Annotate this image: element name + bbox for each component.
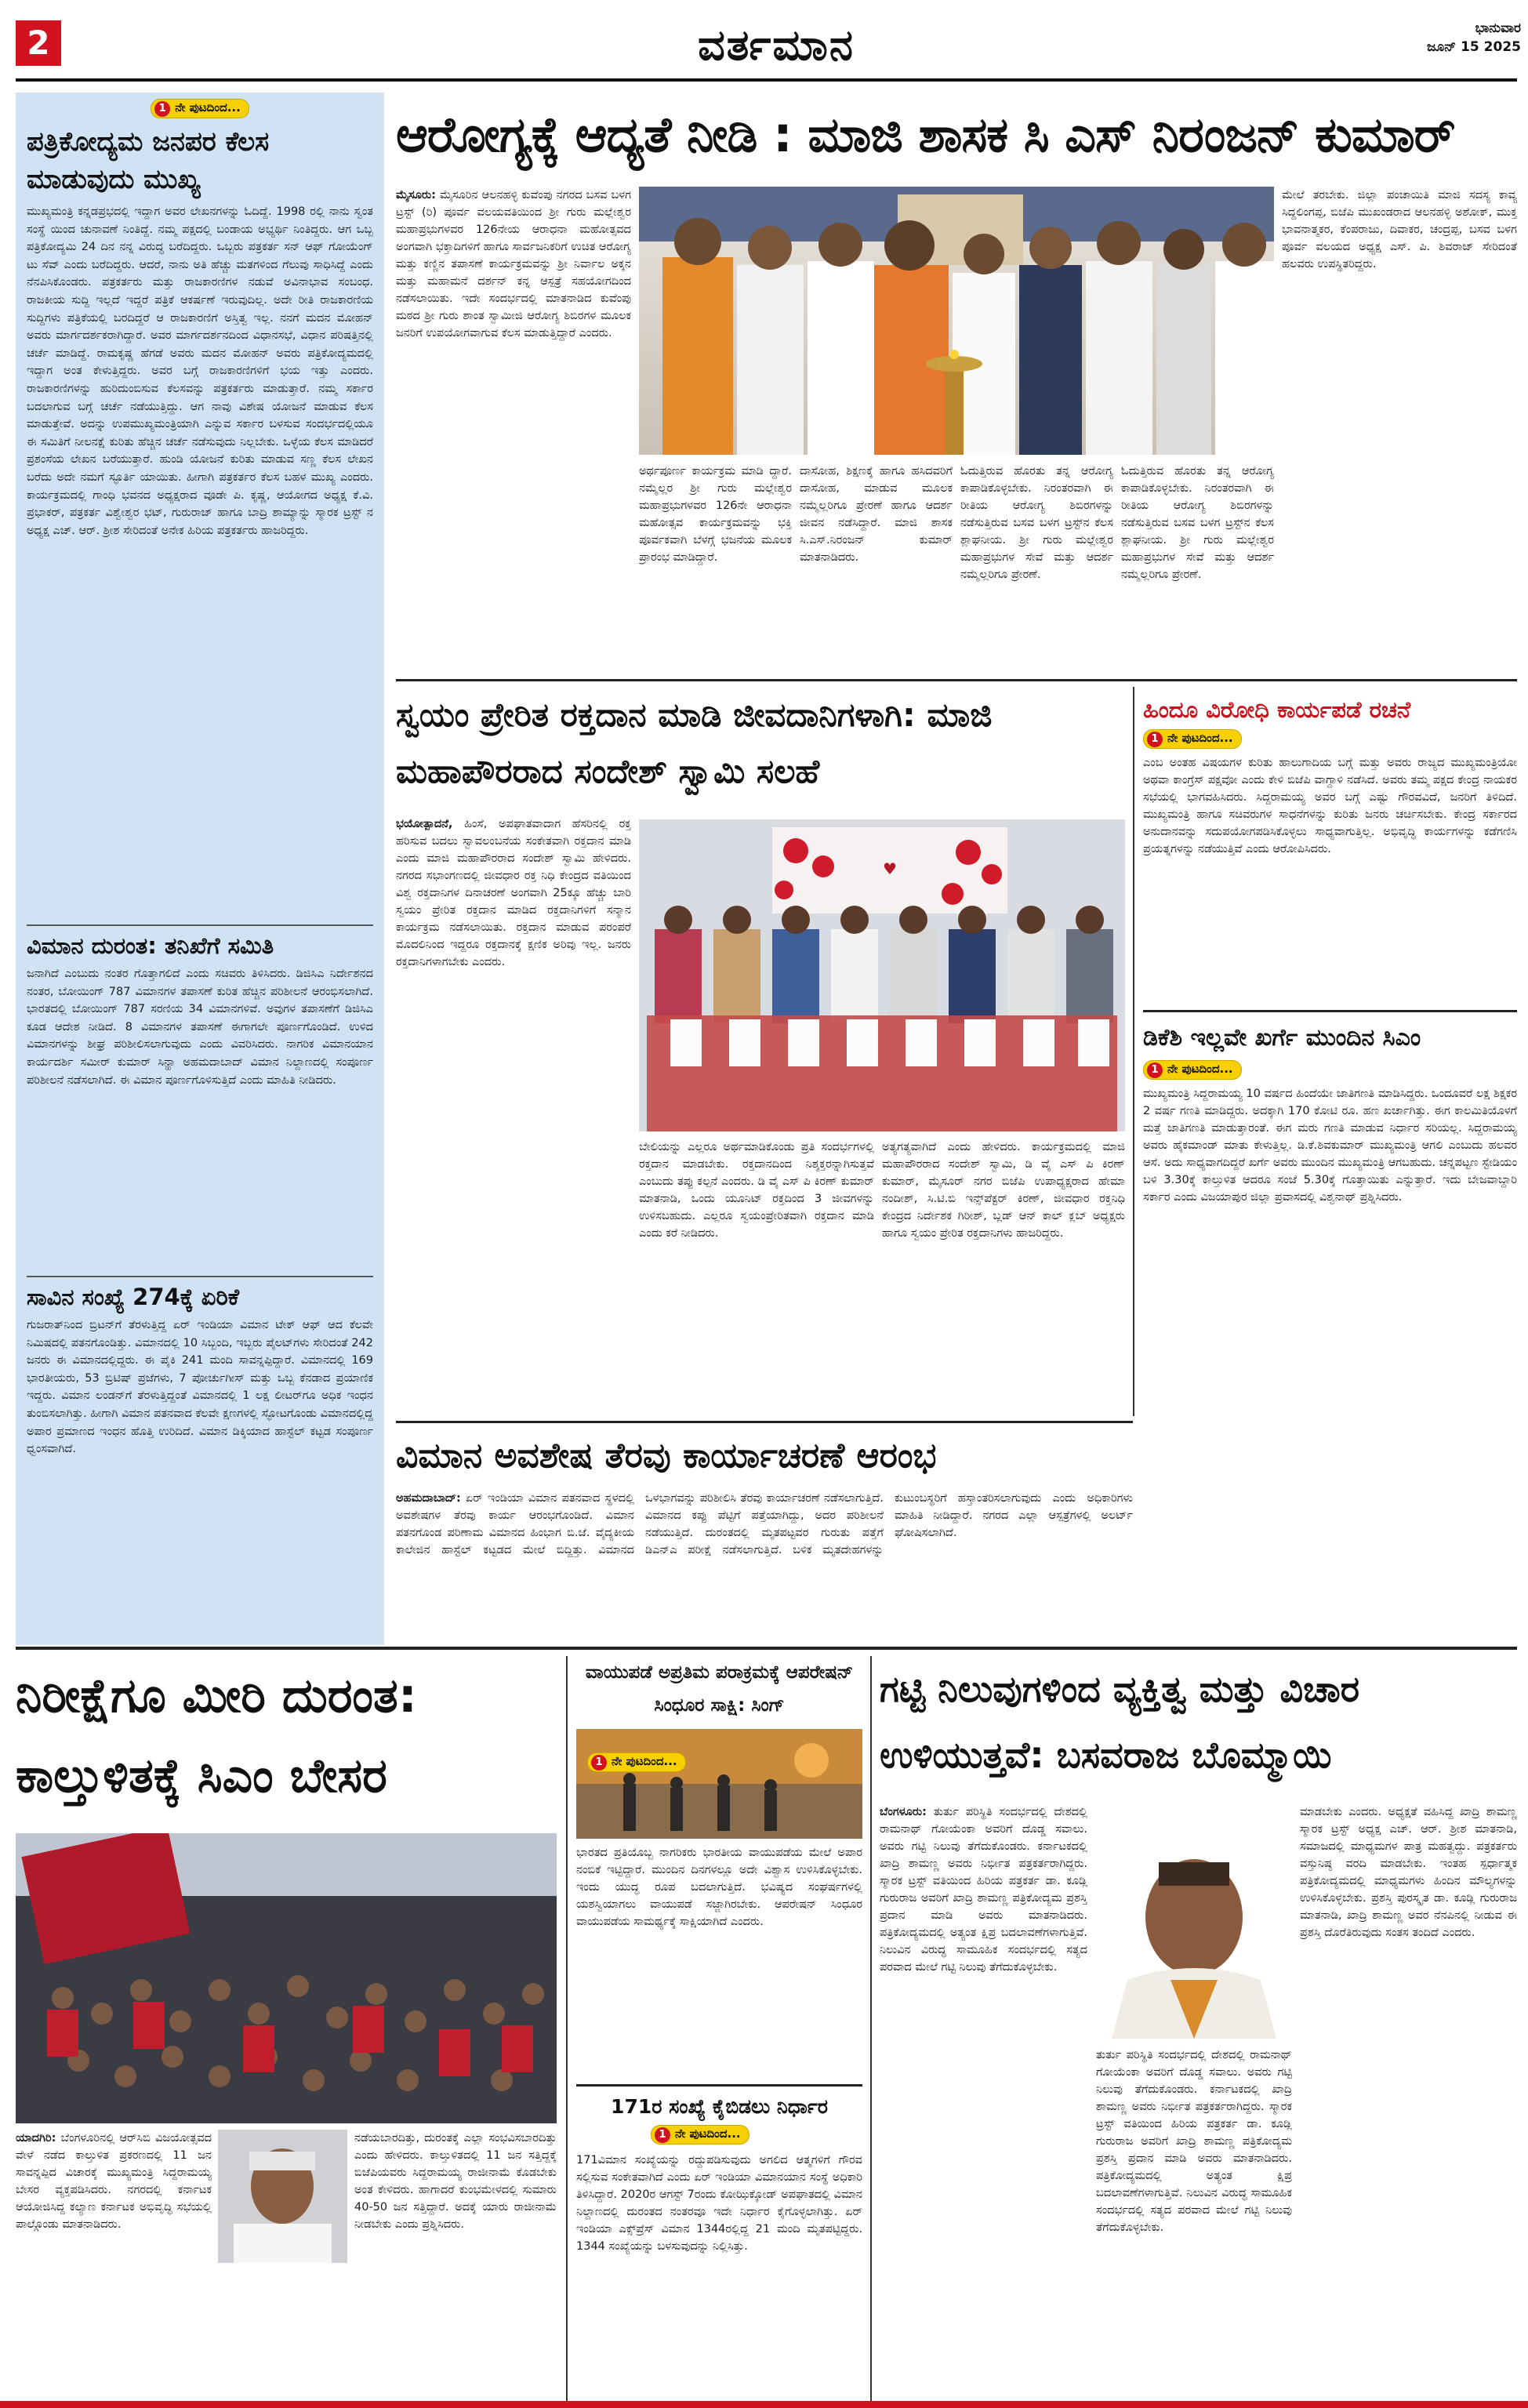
- wreck-story-text: ಏರ್ ಇಂಡಿಯಾ ವಿಮಾನ ಪತನವಾದ ಸ್ಥಳದಲ್ಲಿ ಅವಶೇಷಗಳ ತೆರವು ಕಾರ್ಯ ಆರಂಭಗೊಂಡಿದೆ. ವಿಮಾನ ಪತನಗೊಂಡ ಪರಿಣಾಮ ವಿಮಾನದ ಹಿಂಭಾಗ ಬಿ.ಜೆ. ವೈದ್ಯಕೀಯ ಕಾಲೇಜಿನ ಹಾಸ್ಟೆಲ್ ಕಟ್ಟಡದ ಮೇಲೆ ಬಿದ್ದಿತ್ತು. ವಿಮಾನದ ಒಳಭಾಗವನ್ನು ಪರಿಶೀಲಿಸಿ ತೆರವು ಕಾರ್ಯಾಚರಣೆ ನಡೆಸಲಾಗುತ್ತಿದೆ. ವಿಮಾನದ ಕಪ್ಪು ಪೆಟ್ಟಿಗೆ ಪತ್ತೆಯಾಗಿದ್ದು, ಅದರ ಪರಿಶೀಲನೆ ನಡೆಯುತ್ತಿದೆ. ದುರಂತದಲ್ಲಿ ಮೃತಪಟ್ಟವರ ಗುರುತು ಪತ್ತೆಗೆ ಡಿಎನ್‌ಎ ಪರೀಕ್ಷೆ ನಡೆಸಲಾಗುತ್ತಿದೆ. ಬಳಿಕ ಮೃತದೇಹಗಳನ್ನು ಕುಟುಂಬಸ್ಥರಿಗೆ ಹಸ್ತಾಂತರಿಸಲಾಗುವುದು ಎಂದು ಅಧಿಕಾರಿಗಳು ಮಾಹಿತಿ ನೀಡಿದ್ದಾರೆ. ನಗರದ ಎಲ್ಲಾ ಆಸ್ಪತ್ರೆಗಳಲ್ಲಿ ಅಲರ್ಟ್ ಘೋಷಿಸಲಾಗಿದೆ.: [396, 1492, 1133, 1556]
- kicker-number: 1: [591, 1755, 607, 1771]
- wreck-story-body: [396, 1490, 1133, 1639]
- sidebar-story-2-body: ಜನಾಗಿದೆ ಎಂಬುದು ನಂತರ ಗೊತ್ತಾಗಲಿದೆ ಎಂದು ಸಚಿವರು ತಿಳಿಸಿದರು. ಡಿಜಿಸಿಎ ನಿರ್ದೇಶನದ ನಂತರ, ಬೋಯಿಂಗ್ 787 ವಿಮಾನಗಳ ತಪಾಸಣೆ ಕುರಿತ ಹೆಚ್ಚಿನ ಪರಿಶೀಲನೆ ಆರಂಭಿಸಲಾಗಿದೆ. ಭಾರತದಲ್ಲಿ ಬೋಯಿಂಗ್ 787 ಸರಣಿಯ 34 ವಿಮಾನಗಳಿವೆ. ಅವುಗಳ ತಪಾಸಣೆಗೆ ಡಿಜಿಸಿಎ ಕೂಡ ಆದೇಶ ನೀಡಿದೆ. 8 ವಿಮಾನಗಳ ತಪಾಸಣೆ ಈಗಾಗಲೇ ಪೂರ್ಣಗೊಂಡಿದೆ. ಉಳಿದ ವಿಮಾನಗಳನ್ನು ಶೀಘ್ರ ಪರಿಶೀಲಿಸಲಾಗುವುದು ಎಂದು ವಿವರಿಸಿದರು. ನಾಗರಿಕ ವಿಮಾನಯಾನ ಕಾರ್ಯದರ್ಶಿ ಸಮೀರ್ ಕುಮಾರ್ ಸಿನ್ಹಾ ಅಹಮದಾಬಾದ್ ವಿಮಾನ ನಿಲ್ದಾಣದಲ್ಲಿ ಸಂಪೂರ್ಣ ಪರಿಶೀಲನೆ ನಡೆಸಲಾಗಿದೆ. ಈ ವಿಮಾನ ಪೂರ್ಣಗೊಳಿಸುತ್ತಿದೆ ಎಂದು ಮಾಹಿತಿ ನೀಡಿದರು.: [27, 968, 373, 1087]
- cm-story-dateline: ಯಾದಗಿರಿ:: [16, 2132, 56, 2145]
- dk-continued-kicker: [1143, 1060, 1242, 1080]
- op-sub-continued-kicker: [651, 2125, 749, 2145]
- bommai-story-dateline: ಬೆಂಗಳೂರು:: [880, 1806, 927, 1818]
- blood-story-lead: [396, 815, 631, 1411]
- blood-story-photo: [639, 819, 1125, 1131]
- top-story-col-a: ಅರ್ಥಪೂರ್ಣ ಕಾರ್ಯಕ್ರಮ ಮಾಡಿ ದ್ದಾರೆ. ನಮ್ಮೆಲ್ಲರ ಶ್ರೀ ಗುರು ಮಲ್ಲೇಶ್ವರ ಮಹಾಪ್ರಭುಗಳವರ 126ನೇ ಆರಾಧನಾ ಮಹೋತ್ಸವ ಕಾರ್ಯಕ್ರಮವನ್ನು ಭಕ್ತಿ ಪೂರ್ವಕವಾಗಿ ಬೆಳಗ್ಗೆ ಭಜನೆಯ ಮೂಲಕ ಪ್ರಾರಂಭ ಮಾಡಿದ್ದಾರೆ.: [639, 465, 792, 564]
- cm-portrait: [218, 2130, 347, 2263]
- banner-text: ♥: [883, 859, 897, 878]
- top-story-col-d: ಓದುತ್ತಿರುವ ಹೊರತು ತನ್ನ ಆರೋಗ್ಯ ಕಾಪಾಡಿಕೊಳ್ಳಬೇಕು. ನಿರಂತರವಾಗಿ ಈ ರೀತಿಯ ಆರೋಗ್ಯ ಶಿಬಿರಗಳನ್ನು ನಡೆಸುತ್ತಿರುವ ಬಸವ ಬಳಗ ಟ್ರಸ್ಟ್‌ನ ಕೆಲಸ ಶ್ಲಾಘನೀಯ. ಶ್ರೀ ಗುರು ಮಲ್ಲೇಶ್ವರ ಮಹಾಪ್ರಭುಗಳ ಸೇವೆ ಮತ್ತು ಆದರ್ಶ ನಮ್ಮೆಲ್ಲರಿಗೂ ಪ್ರೇರಣೆ.: [1121, 465, 1274, 581]
- kicker-number: 1: [655, 2127, 670, 2143]
- sidebar-story-2-title: ವಿಮಾನ ದುರಂತ: ತನಿಖೆಗೆ ಸಮಿತಿ: [27, 924, 373, 962]
- cm-story-headline: ನಿರೀಕ್ಷೆಗೂ ಮೀರಿ ದುರಂತ: ಕಾಲ್ತುಳಿತಕ್ಕೆ ಸಿಎಂ ಬೇಸರ: [16, 1669, 417, 1803]
- divider-op: [576, 2084, 862, 2087]
- kicker-number: 1: [1147, 1062, 1163, 1078]
- felicitation-photo-icon: [639, 819, 1125, 1131]
- top-story-col-c: ಓದುತ್ತಿರುವ ಹೊರತು ತನ್ನ ಆರೋಗ್ಯ ಕಾಪಾಡಿಕೊಳ್ಳಬೇಕು. ನಿರಂತರವಾಗಿ ಈ ರೀತಿಯ ಆರೋಗ್ಯ ಶಿಬಿರಗಳನ್ನು ನಡೆಸುತ್ತಿರುವ ಬಸವ ಬಳಗ ಟ್ರಸ್ಟ್‌ನ ಕೆಲಸ ಶ್ಲಾಘನೀಯ. ಶ್ರೀ ಗುರು ಮಲ್ಲೇಶ್ವರ ಮಹಾಪ್ರಭುಗಳ ಸೇವೆ ಮತ್ತು ಆದರ್ಶ ನಮ್ಮೆಲ್ಲರಿಗೂ ಪ್ರೇರಣೆ.: [960, 465, 1113, 581]
- kicker-label: ನೇ ಪುಟದಿಂದ...: [1167, 1062, 1233, 1076]
- bommai-story-text-a: ತುರ್ತು ಪರಿಸ್ಥಿತಿ ಸಂದರ್ಭದಲ್ಲಿ ದೇಶದಲ್ಲಿ ರಾಮನಾಥ್ ಗೋಯೆಂಕಾ ಅವರಿಗೆ ದೊಡ್ಡ ಸವಾಲು. ಅವರು ಗಟ್ಟಿ ನಿಲುವು ತೆಗೆದುಕೊಂಡರು. ಕರ್ನಾಟಕದಲ್ಲಿ ಖಾದ್ರಿ ಶಾಮಣ್ಣ ಅವರು ನಿರ್ಭೀತ ಪತ್ರಕರ್ತರಾಗಿದ್ದರು. ಸ್ಮಾರಕ ಟ್ರಸ್ಟ್ ವತಿಯಿಂದ ಹಿರಿಯ ಪತ್ರಕರ್ತ ಡಾ. ಕೂಡ್ಲಿ ಗುರುರಾಜ ಅವರಿಗೆ ಖಾದ್ರಿ ಶಾಮಣ್ಣ ಪತ್ರಿಕೋದ್ಯಮ ಪ್ರಶಸ್ತಿ ಪ್ರದಾನ ಮಾಡಿ ಅವರು ಮಾತನಾಡಿದರು. ಪತ್ರಿಕೋದ್ಯಮದಲ್ಲಿ ಅತ್ಯಂತ ಕ್ಷಿಪ್ರ ಬದಲಾವಣೆಗಳಾಗುತ್ತಿವೆ. ನಿಲುವಿನ ವಿರುದ್ಧ ಸಾಮೂಹಿಕ ಸಂದರ್ಭದಲ್ಲಿ ಸತ್ಯದ ಪರವಾದ ಮೇಲೆ ಗಟ್ಟಿ ನಿಲುವು ತೆಗೆದುಕೊಳ್ಳಬೇಕು.: [880, 1806, 1087, 1974]
- crowd-photo-icon: [16, 1833, 557, 2123]
- kicker-label: ನೇ ಪುಟದಿಂದ...: [675, 2127, 741, 2141]
- cm-story-photo: [16, 1833, 557, 2123]
- newspaper-brand: ವರ್ತಮಾನ: [698, 20, 855, 70]
- cm-story-text-a: ಬೆಂಗಳೂರಿನಲ್ಲಿ ಆರ್‌ಸಿಬಿ ವಿಜಯೋತ್ಸವದ ವೇಳೆ ನಡೆದ ಕಾಲ್ತುಳಿತ ಪ್ರಕರಣದಲ್ಲಿ 11 ಜನ ಸಾವನ್ನಪ್ಪಿದ ವಿಚಾರಕ್ಕೆ ಮುಖ್ಯಮಂತ್ರಿ ಸಿದ್ದರಾಮಯ್ಯ ಬೇಸರ ವ್ಯಕ್ತಪಡಿಸಿದರು. ನಗರದಲ್ಲಿ ಕರ್ನಾಟಕ ಆಯೋಜಿಸಿದ್ದ ಕಲ್ಯಾಣ ಕರ್ನಾಟಕ ಅಭಿವೃದ್ಧಿ ಸಭೆಯಲ್ಲಿ ಪಾಲ್ಗೊಂಡು ಮಾತನಾಡಿದರು.: [16, 2132, 212, 2231]
- hindu-story-kicker-wrap: [1143, 729, 1316, 753]
- op-sub-headline: 171ರ ಸಂಖ್ಯೆ ಕೈಬಿಡಲು ನಿರ್ಧಾರ: [611, 2095, 828, 2118]
- kicker-number: 1: [154, 101, 170, 117]
- sidebar-story-1-body: ಮುಖ್ಯಮಂತ್ರಿ ಕನ್ನಡಪ್ರಭದಲ್ಲಿ ಇದ್ದಾಗ ಅವರ ಲೇಖನಗಳನ್ನು ಓದಿದ್ದೆ. 1998 ರಲ್ಲಿ ನಾನು ಸ್ವಂತ ಸಂಸ್ಥೆ ಯಿಂದ ಚುನಾವಣೆ ನಿಂತಿದ್ದೆ. ನಮ್ಮ ಪಕ್ಷದಲ್ಲಿ ಬಂಡಾಯ ಅಭ್ಯರ್ಥಿ ನಿಂತಿದ್ದರು. ಆಗ ಒಬ್ಬ ಪತ್ರಿಕೋದ್ಯಮಿ 24 ದಿನ ನನ್ನ ವಿರುದ್ಧ ಬರೆದಿದ್ದರು. ಒಬ್ಬರು ಪತ್ರಕರ್ತ ಸನ್ ಆಫ್ ಗೋಯೆಂಗ್ ಟು ಸೆವ್ ಎಂದು ಬರೆದಿದ್ದರು. ಆದರೆ, ನಾನು ಅತಿ ಹೆಚ್ಚು ಮತಗಳಿಂದ ಗೆಲುವು ಸಾಧಿಸಿದ್ದೆ ಎಂದು ನೆನಪಿಸಿಕೊಂಡರು. ಪತ್ರಕರ್ತರು ಮತ್ತು ರಾಜಕಾರಣಿಗಳ ನಡುವೆ ಅವಿನಾಭಾವ ಸಂಬಂಧ. ರಾಜಕೀಯ ಸುದ್ದಿ ಇಲ್ಲದೆ ಇದ್ದರೆ ಪತ್ರಿಕೆ ಆಕರ್ಷಣೆ ಇರುವುದಿಲ್ಲ. ಅದೇ ರೀತಿ ರಾಜಕಾರಣಿಯ ಸುದ್ದಿಗಳು ಪತ್ರಿಕೆಯಲ್ಲಿ ಬರದಿದ್ದರೆ ಆ ರಾಜಕಾರಣಿಗೆ ಅಸ್ತಿತ್ವ ಇಲ್ಲ. ನನಗೆ ಮದನ ಮೋಹನ್ ಅವರು ಮಾರ್ಗದರ್ಶಕರಾಗಿದ್ದಾರೆ. ಅವರ ಮಾರ್ಗದರ್ಶನದಿಂದ ವಿಧಾನಸಭೆ, ವಿಧಾನ ಪರಿಷತ್ತಿನಲ್ಲಿ ಚರ್ಚೆ ಮಾಡಿದ್ದೆ. ರಾಮಕೃಷ್ಣ ಹೆಗಡೆ ಅವರು ಮದನ ಮೋಹನ್ ಅವರು ಪತ್ರಿಕೋದ್ಯಮದಲ್ಲಿ ಇದ್ದಾಗ ಅಂತ ಕೇಳುತ್ತಿದ್ದರು. ಅವರ ಬಗ್ಗೆ ರಾಜಕಾರಣಿಗಳಿಗೆ ಭಯ ಇತ್ತು ಎಂದರು. ರಾಜಕಾರಣಿಗಳನ್ನು ಹುರಿದುಂಬಿಸುವ ಕೆಲಸವನ್ನು ಪತ್ರಕರ್ತರು ಮಾಡುತ್ತಾರೆ. ನಮ್ಮ ಸರ್ಕಾರ ಬದಲಾಗುವ ಬಗ್ಗೆ ಚರ್ಚೆ ನಡೆಯುತ್ತಿದ್ದು. ಆಗ ನಾವು ವಿಶೇಷ ಯೋಜನೆ ಮಾಡುವ ಕೆಲಸ ಮಾಡುತ್ತೇವೆ. ಅದನ್ನು ಉಪಮುಖ್ಯಮಂತ್ರಿಯಾಗಿ ಎನ್ನುವ ಸರ್ಕಾರ ಬಳಸುವ ಸಂದರ್ಭದಲ್ಲಿಯೂ ಈ ಸಮಿತಿಗೆ ನೀಲನಕ್ಷೆ ಕುರಿತು ಹೆಚ್ಚಿನ ಚರ್ಚೆ ನಡೆಸುವುದು ನಿಲ್ಲಬೇಕು. ಒಳ್ಳೆಯ ಕೆಲಸ ಮಾಡಿದರೆ ಪ್ರಶಂಸೆಯ ಲೇಖನ ಬರೆಯುತ್ತಾರೆ. ಹುಂಡಿ ಯೋಜನೆ ಕುರಿತು ಮಾಡುವ ಸಣ್ಣ ಕೆಲಸ ಲೇಖನ ಬರೆದು ಅದೇ ನಮಗೆ ಸ್ಫೂರ್ತಿ ಯಾಯಿತು. ಹೀಗಾಗಿ ಪತ್ರಕರ್ತರ ಕೆಲಸ ಬಹಳ ಮುಖ್ಯ ಎಂದರು. ಕಾರ್ಯಕ್ರಮದಲ್ಲಿ ಗಾಂಧಿ ಭವನದ ಅಧ್ಯಕ್ಷರಾದ ವೂಡೇ ಪಿ. ಕೃಷ್ಣ, ಆಯೋಗದ ಅಧ್ಯಕ್ಷ ಕೆ.ವಿ. ಪ್ರಭಾಕರ್, ಪತ್ರಕರ್ತ ವಿಶ್ವೇಶ್ವರ ಭಟ್, ಗುರುರಾಜ್ ಹಾಗೂ ಬಾದ್ರಿ ಶಾಮ್ಯಾನ್ನು ಸ್ಮಾರಕ ಟ್ರಸ್ಟ್ ನ ಅಧ್ಯಕ್ಷ ಎಚ್. ಆರ್. ಶ್ರೀಶ ಸೇರಿದಂತೆ ಅನೇಕ ಹಿರಿಯ ಪತ್ರಕರ್ತರು ಹಾಜರಿದ್ದರು.: [27, 205, 373, 537]
- divider-cm-right: [566, 1656, 568, 2401]
- footer-colour-strip: [0, 2401, 1528, 2408]
- cm-story-col-a: [16, 2130, 212, 2396]
- divider-bottom-section: [16, 1647, 1517, 1650]
- top-story-col-b: ದಾಸೋಹ, ಶಿಕ್ಷಣಕ್ಕೆ ಹಾಗೂ ಹಸಿದವರಿಗೆ ದಾಸೋಹ, ಮಾಡುವ ಮೂಲಕ ನಮ್ಮೆಲ್ಲರಿಗೂ ಪ್ರೇರಣೆ ಹಾಗೂ ಆದರ್ಶ ಜೀವನ ನಡೆಸಿದ್ದಾರೆ. ಮಾಜಿ ಶಾಸಕ ಸಿ.ಎಸ್.ನಿರಂಜನ್ ಕುಮಾರ್ ಮಾತನಾಡಿದರು.: [800, 465, 953, 564]
- lamp-lighting-photo-icon: [639, 187, 1274, 455]
- sidebar-story-1-title: ಪತ್ರಿಕೋದ್ಯಮ ಜನಪರ ಕೆಲಸ ಮಾಡುವುದು ಮುಖ್ಯ: [27, 126, 270, 195]
- divider-op-right: [870, 1656, 872, 2401]
- issue-date: [1403, 19, 1521, 66]
- wreck-story-dateline: ಅಹಮದಾಬಾದ್:: [396, 1492, 461, 1505]
- left-sidebar: [16, 93, 384, 1645]
- issue-day: ಭಾನುವಾರ: [1475, 20, 1521, 36]
- divider-blood-right: [1133, 687, 1134, 1416]
- top-story-headline: ಆರೋಗ್ಯಕ್ಕೆ ಆದ್ಯತೆ ನೀಡಿ : ಮಾಜಿ ಶಾಸಕ ಸಿ ಎಸ್ ನಿರಂಜನ್ ಕುಮಾರ್: [396, 106, 1455, 163]
- op-story-headline: ವಾಯುಪಡೆ ಅಪ್ರತಿಮ ಪರಾಕ್ರಮಕ್ಕೆ ಆಪರೇಷನ್ ಸಿಂಧೂರ ಸಾಕ್ಷಿ: ಸಿಂಗ್: [585, 1662, 854, 1716]
- kicker-label: ನೇ ಪುಟದಿಂದ...: [1167, 731, 1233, 745]
- blood-story-dateline: ಭಯೋತ್ಪಾದನೆ,: [396, 818, 453, 830]
- hindu-story-body: ಎಂಬ ಅಂತಹ ವಿಷಯಗಳ ಕುರಿತು ಹಾಲುಗಾದಿಯ ಬಗ್ಗೆ ಮತ್ತು ಅವರು ರಾಜ್ಯದ ಮುಖ್ಯಮಂತ್ರಿಯೋ ಅಥವಾ ಕಾಂಗ್ರೆಸ್ ಪಕ್ಷವೋ ಎಂದು ಕೇಳಿ ಬಿಜೆಪಿ ವಾಗ್ದಾಳಿ ನಡೆಸಿದೆ. ಅವರು ತಮ್ಮ ಪಕ್ಷದ ಕೇಂದ್ರ ನಾಯಕರ ಸಭೆಯಲ್ಲಿ ಭಾಗವಹಿಸಿದರು. ಸಿದ್ದರಾಮಯ್ಯ ಅವರ ಬಗ್ಗೆ ಎಷ್ಟು ಗೌರವವಿದೆ, ಜನರಿಗೆ ತಿಳಿದಿದೆ. ಮುಖ್ಯಮಂತ್ರಿ ಹಾಗೂ ಸಚಿವರುಗಳ ಸಾಧನೆಗಳನ್ನು ಕುರಿತು ಜನರು ಚರ್ಚಿಸಬೇಕು. ಕೇಂದ್ರ ಸರ್ಕಾರದ ಅನುದಾನವನ್ನು ಸದುಪಯೋಗಪಡಿಸಿಕೊಳ್ಳಲು ಸಾಧ್ಯವಾಗುತ್ತಿಲ್ಲ. ಅಭಿವೃದ್ಧಿ ಕಾರ್ಯಗಳನ್ನು ಕಡೆಗಣಿಸಿ ಪ್ರಯತ್ನಗಳನ್ನು ನಡೆಯುತ್ತಿವೆ ಎಂದು ಆರೋಪಿಸಿದರು.: [1143, 757, 1517, 855]
- continued-kicker: [151, 99, 249, 118]
- blood-story-lead-text: ಹಿಂಸೆ, ಅಪಘಾತವಾದಾಗ ಹೆಸರಿನಲ್ಲಿ ರಕ್ತ ಹರಿಸುವ ಬದಲು ಸ್ವಾವಲಂಬನೆಯ ಸಂಕೇತವಾಗಿ ರಕ್ತದಾನ ಮಾಡಿ ಎಂದು ಮಾಜಿ ಮಹಾಪೌರರಾದ ಸಂದೇಶ್ ಸ್ವಾಮಿ ಹೇಳಿದರು. ನಗರದ ಸಭಾಂಗಣದಲ್ಲಿ ಜೀವಧಾರ ರಕ್ತ ನಿಧಿ ಕೇಂದ್ರದ ವತಿಯಿಂದ ವಿಶ್ವ ರಕ್ತದಾನಿಗಳ ದಿನಾಚರಣೆ ಅಂಗವಾಗಿ 25ಕ್ಕೂ ಹೆಚ್ಚು ಬಾರಿ ಸ್ವಯಂ ಪ್ರೇರಿತ ರಕ್ತದಾನ ಮಾಡಿದ ರಕ್ತದಾನಿಗಳಿಗೆ ಸನ್ಮಾನ ಕಾರ್ಯಕ್ರಮ ನಡೆಸಲಾಯಿತು. ರಕ್ತದಾನ ಮಾಡುವ ಪರಂಪರೆ ಮೊದಲಿನಿಂದ ಇದ್ದರೂ ರಕ್ತದಾನಕ್ಕೆ ಕ್ಷಣಿಕ ಅರಿವು ಇಲ್ಲ. ಜನರು ರಕ್ತದಾನಿಗಳಾಗಬೇಕು ಎಂದರು.: [396, 818, 631, 968]
- bommai-portrait: [1096, 1831, 1292, 2039]
- divider-top: [396, 679, 1517, 681]
- top-story-lead: [396, 187, 631, 673]
- top-story-col-e: ಮೇಲೆ ತರಬೇಕು. ಜಿಲ್ಲಾ ಪಂಚಾಯಿತಿ ಮಾಜಿ ಸದಸ್ಯ ಕಾವ್ಯ ಸಿದ್ದಲಿಂಗಪ್ಪ, ಬಿಜೆಪಿ ಮುಖಂಡರಾದ ಆಲನಹಳ್ಳಿ ಅಶೋಕ್, ಮುಕ್ತ ಭಾವನಾತ್ಮಕರ, ಕೆಂಪರಾಜು, ದಿವಾಕರ, ಚಂದ್ರಪ್ಪ, ಬಸವ ಬಳಗ ಪೂರ್ವ ವಲಯದ ಅಧ್ಯಕ್ಷ ಎಸ್. ಪಿ. ಶಿವರಾಜ್ ಸೇರಿದಂತೆ ಹಲವರು ಉಪಸ್ಥಿತರಿದ್ದರು.: [1282, 189, 1517, 271]
- hindu-story-headline: ಹಿಂದೂ ವಿರೋಧಿ ಕಾರ್ಯಪಡೆ ರಚನೆ: [1143, 696, 1411, 723]
- soldiers-photo-icon: [576, 1729, 862, 1839]
- hindu-continued-kicker: [1143, 729, 1242, 749]
- blood-story-col-b: ಬೇಲಿಯನ್ನು ಎಲ್ಲರೂ ಅರ್ಥಮಾಡಿಕೊಂಡು ಪ್ರತಿ ಸಂದರ್ಭಗಳಲ್ಲಿ ರಕ್ತದಾನ ಮಾಡಬೇಕು. ರಕ್ತದಾನದಿಂದ ನಿಶ್ಶಕ್ತರನ್ನಾಗಿಸುತ್ತವೆ ಎಂಬುದು ತಪ್ಪು ಕಲ್ಪನೆ ಎಂದರು. ಡಿ ವೈ ಎಸ್ ಪಿ ಕಿರಣ್ ಕುಮಾರ್ ಮಾತನಾಡಿ, ಒಂದು ಯೂನಿಟ್ ರಕ್ತದಿಂದ 3 ಜೀವಗಳನ್ನು ಉಳಿಸಬಹುದು. ಎಲ್ಲರೂ ಸ್ವಯಂಪ್ರೇರಿತವಾಗಿ ರಕ್ತದಾನ ಮಾಡಿ ಎಂದು ಕರೆ ನೀಡಿದರು.: [639, 1141, 874, 1240]
- op-story-photo: [576, 1729, 862, 1839]
- bommai-story-col-a: [880, 1803, 1087, 2399]
- kicker-number: 1: [1147, 732, 1163, 747]
- page-number: 2: [16, 20, 61, 66]
- dk-story-body: ಮುಖ್ಯಮಂತ್ರಿ ಸಿದ್ದರಾಮಯ್ಯ 10 ವರ್ಷದ ಹಿಂದೆಯೇ ಜಾತಿಗಣತಿ ಮಾಡಿಸಿದ್ದರು. ಒಂದೂವರೆ ಲಕ್ಷ ಶಿಕ್ಷಕರ 2 ವರ್ಷ ಗಣತಿ ಮಾಡಿದ್ದರು. ಅದಕ್ಕಾಗಿ 170 ಕೋಟಿ ರೂ. ಹಣ ಖರ್ಚಾಗಿತ್ತು. ಈಗ ಕಾಲಮಿತಿಯೊಳಗೆ ಮತ್ತೆ ಜಾತಿಗಣತಿ ಮಾಡುತ್ತಾರಂತೆ. ಈಗ ಮರು ಗಣತಿ ಮಾಡುವ ನಿರ್ಧಾರ ಸರಿಯಲ್ಲ. ಸಿದ್ದರಾಮಯ್ಯ ಅವರು ಹೈಕಮಾಂಡ್ ಮಾತು ಕೇಳುತ್ತಿಲ್ಲ. ಡಿ.ಕೆ.ಶಿವಕುಮಾರ್ ಮುಖ್ಯಮಂತ್ರಿ ಆಗಲಿ ಎಂಬುದು ಹಲವರ ಆಸೆ. ಅದು ಸಾಧ್ಯವಾಗದಿದ್ದರೆ ಖರ್ಗೆ ಅವರು ಮುಂದಿನ ಮುಖ್ಯಮಂತ್ರಿ ಆಗಬಹುದು. ಚನ್ನಪಟ್ಟಣ ಸ್ಟೇಡಿಯಂ ಬಳಿ 3.30ಕ್ಕೆ ಕಾಲ್ತುಳಿತ ಆದರೂ ಸಂಜೆ 5.30ಕ್ಕೆ ಗೊತ್ತಾಯಿತು ಎನ್ನುತ್ತಾರೆ. ಇದು ಬೇಜವಾಬ್ದಾರಿ ಸರ್ಕಾರ ಎಂದು ವಿಜಯಾಪುರ ಜಿಲ್ಲಾ ಪ್ರವಾಸದಲ್ಲಿ ವಿಶ್ವನಾಥ್ ಪ್ರಶ್ನಿಸಿದರು.: [1143, 1088, 1517, 1204]
- wreck-story-headline: ವಿಮಾನ ಅವಶೇಷ ತೆರವು ಕಾರ್ಯಾಚರಣೆ ಆರಂಭ: [396, 1436, 937, 1476]
- bommai-story-col-b: ತುರ್ತು ಪರಿಸ್ಥಿತಿ ಸಂದರ್ಭದಲ್ಲಿ ದೇಶದಲ್ಲಿ ರಾಮನಾಥ್ ಗೋಯೆಂಕಾ ಅವರಿಗೆ ದೊಡ್ಡ ಸವಾಲು. ಅವರು ಗಟ್ಟಿ ನಿಲುವು ತೆಗೆದುಕೊಂಡರು. ಕರ್ನಾಟಕದಲ್ಲಿ ಖಾದ್ರಿ ಶಾಮಣ್ಣ ಅವರು ನಿರ್ಭೀತ ಪತ್ರಕರ್ತರಾಗಿದ್ದರು. ಸ್ಮಾರಕ ಟ್ರಸ್ಟ್ ವತಿಯಿಂದ ಹಿರಿಯ ಪತ್ರಕರ್ತ ಡಾ. ಕೂಡ್ಲಿ ಗುರುರಾಜ ಅವರಿಗೆ ಖಾದ್ರಿ ಶಾಮಣ್ಣ ಪತ್ರಿಕೋದ್ಯಮ ಪ್ರಶಸ್ತಿ ಪ್ರದಾನ ಮಾಡಿ ಅವರು ಮಾತನಾಡಿದರು. ಪತ್ರಿಕೋದ್ಯಮದಲ್ಲಿ ಅತ್ಯಂತ ಕ್ಷಿಪ್ರ ಬದಲಾವಣೆಗಳಾಗುತ್ತಿವೆ. ನಿಲುವಿನ ವಿರುದ್ಧ ಸಾಮೂಹಿಕ ಸಂದರ್ಭದಲ್ಲಿ ಸತ್ಯದ ಪರವಾದ ಮೇಲೆ ಗಟ್ಟಿ ನಿಲುವು ತೆಗೆದುಕೊಳ್ಳಬೇಕು.: [1096, 2049, 1292, 2234]
- bommai-story-col-c: ಮಾಡಬೇಕು ಎಂದರು. ಅಧ್ಯಕ್ಷತೆ ವಹಿಸಿದ್ದ ಖಾದ್ರಿ ಶಾಮಣ್ಣ ಸ್ಮಾರಕ ಟ್ರಸ್ಟ್ ಅಧ್ಯಕ್ಷ ಎಚ್. ಆರ್. ಶ್ರೀಶ ಮಾತನಾಡಿ, ಸಮಾಜದಲ್ಲಿ ಮಾಧ್ಯಮಗಳ ಪಾತ್ರ ಮಹತ್ವದ್ದು. ಪತ್ರಕರ್ತರು ವಸ್ತುನಿಷ್ಠ ವರದಿ ಮಾಡಬೇಕು. ಇಂತಹ ಸ್ಪರ್ಧಾತ್ಮಕ ಪತ್ರಿಕೋದ್ಯಮದಲ್ಲಿ ಮಾಧ್ಯಮಗಳು ಹಿಂದಿನ ಮೌಲ್ಯಗಳನ್ನು ಉಳಿಸಿಕೊಳ್ಳಬೇಕು. ಪ್ರಶಸ್ತಿ ಪುರಸ್ಕೃತ ಡಾ. ಕೂಡ್ಲಿ ಗುರುರಾಜ ಮಾತನಾಡಿ, ಖಾದ್ರಿ ಶಾಮಣ್ಣ ಅವರ ನೆನಪಿನಲ್ಲಿ ನೀಡುವ ಈ ಪ್ರಶಸ್ತಿ ದೊರೆತಿರುವುದು ಸಂತಸ ತಂದಿದೆ ಎಂದರು.: [1300, 1806, 1517, 1939]
- bommai-portrait-icon: [1096, 1831, 1292, 2039]
- dk-story-headline: ಡಿಕೆಶಿ ಇಲ್ಲವೇ ಖರ್ಗೆ ಮುಂದಿನ ಸಿಎಂ: [1143, 1024, 1421, 1051]
- sidebar-story-3-title: ಸಾವಿನ ಸಂಖ್ಯೆ 274ಕ್ಕೆ ಏರಿಕೆ: [27, 1276, 373, 1313]
- op-sub-kicker-wrap: [651, 2125, 823, 2148]
- cm-portrait-icon: [218, 2130, 347, 2263]
- top-story-lead-text: ಮೈಸೂರಿನ ಆಲನಹಳ್ಳಿ ಕುವೆಂಪು ನಗರದ ಬಸವ ಬಳಗ ಟ್ರಸ್ಟ್ (ರಿ) ಪೂರ್ವ ವಲಯವತಿಯಿಂದ ಶ್ರೀ ಗುರು ಮಲ್ಲೇಶ್ವರ ಮಹಾಪ್ರಭುಗಳವರ 126ನೇಯ ಆರಾಧನಾ ಮಹೋತ್ಸವದ ಅಂಗವಾಗಿ ಭಕ್ತಾದಿಗಳಿಗೆ ಹಾಗೂ ಸಾರ್ವಜನಿಕರಿಗೆ ಉಚಿತ ಆರೋಗ್ಯ ಮತ್ತು ಕಣ್ಣಿನ ತಪಾಸಣೆ ಕಾರ್ಯಕ್ರಮವನ್ನು ಶ್ರೀ ನಿರ್ವಾಲ ಅಕ್ಕನ ಮತ್ತು ಮಹಾಮನೆ ದರ್ಶನ್ ಕನ್ನ ಆಸ್ಪತ್ರೆ ಸಹಯೋಗದಿಂದ ನಡೆಸಲಾಯಿತು. ಇದೇ ಸಂದರ್ಭದಲ್ಲಿ ಮಾತನಾಡಿದ ಕುವೆಂಪು ಮಠದ ಶ್ರೀ ಗುರು ಶಾಂತ ಸ್ವಾಮೀಜಿ ಆರೋಗ್ಯ ಶಿಬಿರಗಳ ಮೂಲಕ ಜನರಿಗೆ ಉಪಯೋಗವಾಗುವ ಕೆಲಸ ಮಾಡುತ್ತಿದ್ದಾರೆ ಎಂದರು.: [396, 189, 631, 340]
- bommai-story-headline: ಗಟ್ಟಿ ನಿಲುವುಗಳಿಂದ ವ್ಯಕ್ತಿತ್ವ ಮತ್ತು ವಿಚಾರ ಉಳಿಯುತ್ತವೆ: ಬಸವರಾಜ ಬೊಮ್ಮಾಯಿ: [880, 1668, 1360, 1776]
- cm-story-col-b: ನಡೆಯಬಾರದಿತ್ತು, ದುರಂತಕ್ಕೆ ಎಲ್ಲಾ ಸಂಭವಿಸಬಾರದಿತ್ತು ಎಂದು ಹೇಳಿದರು. ಕಾಲ್ತುಳಿತದಲ್ಲಿ 11 ಜನ ಸತ್ತಿದ್ದಕ್ಕೆ ಬಿಜೆಪಿಯವರು ಸಿದ್ದರಾಮಯ್ಯ ರಾಜೀನಾಮೆ ಕೊಡಬೇಕು ಅಂತ ಕೇಳಿದರು. ಹಾಗಾದರೆ ಕುಂಭಮೇಳದಲ್ಲಿ ಸುಮಾರು 40-50 ಜನ ಸತ್ತಿದ್ದಾರೆ. ಅದಕ್ಕೆ ಯಾರು ರಾಜೀನಾಮೆ ನೀಡಬೇಕು ಎಂದು ಪ್ರಶ್ನಿಸಿದರು.: [354, 2132, 557, 2231]
- masthead-rule: [16, 78, 1517, 82]
- issue-date-text: ಜೂನ್ 15 2025: [1426, 39, 1521, 55]
- divider-wreck: [396, 1421, 1133, 1423]
- blood-story-col-c: ಅತ್ಯಗತ್ಯವಾಗಿದೆ ಎಂದು ಹೇಳಿದರು. ಕಾರ್ಯಕ್ರಮದಲ್ಲಿ ಮಾಜಿ ಮಹಾಪೌರರಾದ ಸಂದೇಶ್ ಸ್ವಾಮಿ, ಡಿ ವೈ ಎಸ್ ಪಿ ಕಿರಣ್ ಕುಮಾರ್, ಮೈಸೂರ್ ನಗರ ಬಿಜೆಪಿ ಉಪಾಧ್ಯಕ್ಷರಾದ ಹೇಮಾ ನಂದೀಶ್, ಸಿ.ಟಿ.ಬಿ ಇನ್ಸ್‌ಪೆಕ್ಟರ್ ಕಿರಣ್, ಜೀವಧಾರ ರಕ್ತನಿಧಿ ಕೇಂದ್ರದ ನಿರ್ದೇಶಕ ಗಿರೀಶ್, ಬ್ಲಡ್ ಆನ್ ಕಾಲ್ ಕ್ಲಬ್ ಅಧ್ಯಕ್ಷರು ಹಾಗೂ ಸ್ವಯಂ ಪ್ರೇರಿತ ರಕ್ತದಾನಿಗಳು ಹಾಜರಿದ್ದರು.: [882, 1141, 1125, 1240]
- sidebar-story-3-body: ಗುಜರಾತ್‌ನಿಂದ ಬ್ರಿಟನ್‌ಗೆ ತೆರಳುತ್ತಿದ್ದ ಏರ್ ಇಂಡಿಯಾ ವಿಮಾನ ಟೇಕ್ ಆಫ್ ಆದ ಕೆಲವೇ ನಿಮಿಷದಲ್ಲಿ ಪತನಗೊಂಡಿತ್ತು. ವಿಮಾನದಲ್ಲಿ 10 ಸಿಬ್ಬಂದಿ, ಇಬ್ಬರು ಪೈಲಟ್‌ಗಳು ಸೇರಿದಂತೆ 242 ಜನರು ಈ ವಿಮಾನದಲ್ಲಿದ್ದರು. ಈ ಪೈಕಿ 241 ಮಂದಿ ಸಾವನ್ನಪ್ಪಿದ್ದಾರೆ. ವಿಮಾನದಲ್ಲಿ 169 ಭಾರತೀಯರು, 53 ಬ್ರಿಟಿಷ್ ಪ್ರಜೆಗಳು, 7 ಪೋರ್ಚುಗೀಸ್ ಮತ್ತು ಒಬ್ಬ ಕೆನಡಾದ ಪ್ರಯಾಣಿಕ ಇದ್ದರು. ವಿಮಾನ ಲಂಡನ್‌ಗೆ ತೆರಳುತ್ತಿದ್ದಂತೆ ವಿಮಾನದಲ್ಲಿ 1 ಲಕ್ಷ ಲೀಟರ್‌ಗೂ ಅಧಿಕ ಇಂಧನ ತುಂಬಿಸಲಾಗಿತ್ತು. ಹೀಗಾಗಿ ವಿಮಾನ ಪತನವಾದ ಕೆಲವೇ ಕ್ಷಣಗಳಲ್ಲಿ ಸ್ಫೋಟಗೊಂಡು ವಿಮಾನದಲ್ಲಿದ್ದ ಅಪಾರ ಪ್ರಮಾಣದ ಇಂಧನ ಹೊತ್ತಿ ಉರಿದಿದೆ. ವಿಮಾನ ಡಿಕ್ಕಿಯಾದ ಹಾಸ್ಟೆಲ್ ಕಟ್ಟಡ ಸಂಪೂರ್ಣ ಧ್ವಂಸವಾಗಿದೆ.: [27, 1319, 373, 1456]
- op-story-body: ಭಾರತದ ಪ್ರತಿಯೊಬ್ಬ ನಾಗರಿಕರು ಭಾರತೀಯ ವಾಯುಪಡೆಯ ಮೇಲೆ ಅಪಾರ ನಂಬಿಕೆ ಇಟ್ಟಿದ್ದಾರೆ. ಮುಂದಿನ ದಿನಗಳಲ್ಲೂ ಅದೇ ವಿಶ್ವಾಸ ಉಳಿಸಿಕೊಳ್ಳಬೇಕು. ಇಂದು ಯುದ್ಧ ರೂಪ ಬದಲಾಗುತ್ತಿದೆ. ಭವಿಷ್ಯದ ಸಂಘರ್ಷಗಳಲ್ಲಿ ಯಶಸ್ವಿಯಾಗಲು ವಾಯುಪಡೆ ಸಜ್ಜಾಗಿರಬೇಕು. ಆಪರೇಷನ್ ಸಿಂಧೂರ ವಾಯುಪಡೆಯ ಸಾಮರ್ಥ್ಯಕ್ಕೆ ಸಾಕ್ಷಿಯಾಗಿದೆ ಎಂದರು.: [576, 1847, 862, 1928]
- blood-story-headline: ಸ್ವಯಂ ಪ್ರೇರಿತ ರಕ್ತದಾನ ಮಾಡಿ ಜೀವದಾನಿಗಳಾಗಿ: ಮಾಜಿ ಮಹಾಪೌರರಾದ ಸಂದೇಶ್ ಸ್ವಾಮಿ ಸಲಹೆ: [396, 696, 993, 790]
- dk-story-kicker-wrap: [1143, 1060, 1316, 1084]
- op-sub-body: 171ವಿಮಾನ ಸಂಖ್ಯೆಯನ್ನು ರದ್ದುಪಡಿಸುವುದು ಅಗಲಿದ ಆತ್ಮಗಳಿಗೆ ಗೌರವ ಸಲ್ಲಿಸುವ ಸಂಕೇತವಾಗಿದೆ ಎಂದು ಏರ್ ಇಂಡಿಯಾ ವಿಮಾನಯಾನ ಸಂಸ್ಥೆ ಅಧಿಕಾರಿ ತಿಳಿಸಿದ್ದಾರೆ. 2020ರ ಆಗಸ್ಟ್ 7ರಂದು ಕೋಝಿಕ್ಕೋಡ್ ಅಪಘಾತದಲ್ಲಿ ವಿಮಾನ ನಿಲ್ದಾಣದಲ್ಲಿ ದುರಂತದ ನಂತರವೂ ಇದೇ ನಿರ್ಧಾರ ಕೈಗೊಳ್ಳಲಾಗಿತ್ತು. ಏರ್ ಇಂಡಿಯಾ ಎಕ್ಸ್‌ಪ್ರೆಸ್ ವಿಮಾನ 1344ರಲ್ಲಿದ್ದ 21 ಮಂದಿ ಮೃತಪಟ್ಟಿದ್ದರು. 1344 ಸಂಖ್ಯೆಯನ್ನು ಬಳಸುವುದನ್ನು ನಿಲ್ಲಿಸಿತ್ತು.: [576, 2154, 862, 2253]
- kicker-label: ನೇ ಪುಟದಿಂದ...: [175, 100, 241, 114]
- op-continued-kicker: [587, 1752, 686, 1772]
- divider-hindu: [1143, 1010, 1517, 1012]
- top-story-dateline: ಮೈಸೂರು:: [396, 189, 436, 202]
- top-story-photo: [639, 187, 1274, 455]
- kicker-label: ನೇ ಪುಟದಿಂದ...: [612, 1754, 677, 1768]
